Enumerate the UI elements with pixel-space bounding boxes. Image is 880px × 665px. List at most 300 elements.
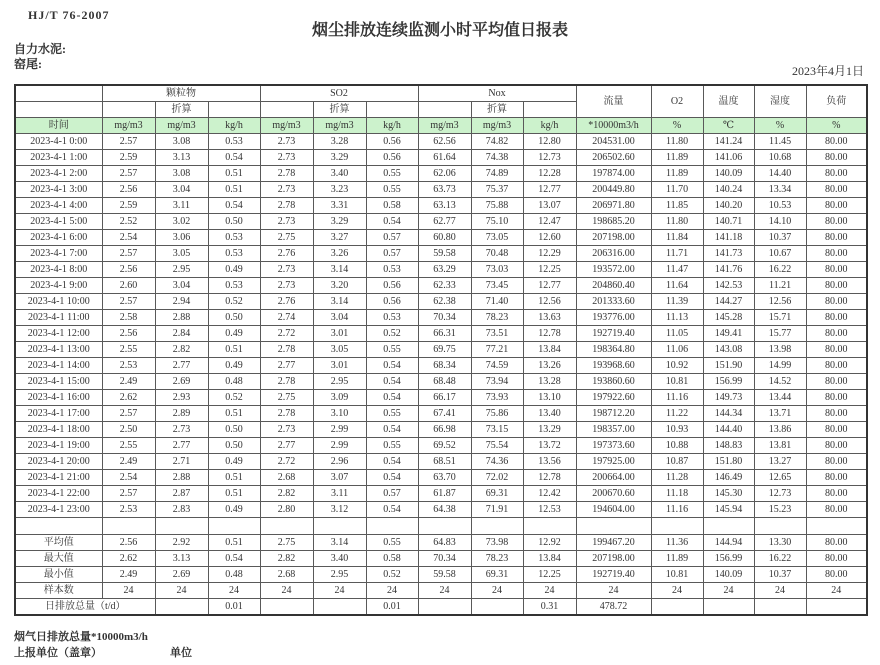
value-cell: 75.37 bbox=[471, 182, 523, 198]
value-cell: 66.31 bbox=[418, 326, 471, 342]
blank-cell bbox=[260, 102, 313, 118]
value-cell: 12.47 bbox=[523, 214, 576, 230]
time-cell: 2023-4-1 2:00 bbox=[15, 166, 102, 182]
value-cell: 80.00 bbox=[806, 182, 867, 198]
value-cell: 0.55 bbox=[366, 406, 418, 422]
value-cell: 69.31 bbox=[471, 567, 523, 583]
value-cell: 0.49 bbox=[208, 502, 260, 518]
empty-cell bbox=[471, 518, 523, 535]
value-cell: 2.72 bbox=[260, 326, 313, 342]
value-cell: 2.55 bbox=[102, 342, 155, 358]
value-cell: 2.95 bbox=[155, 262, 208, 278]
value-cell: 80.00 bbox=[806, 390, 867, 406]
value-cell: 60.80 bbox=[418, 230, 471, 246]
value-cell: 75.88 bbox=[471, 198, 523, 214]
value-cell: 10.93 bbox=[651, 422, 703, 438]
value-cell: 0.54 bbox=[366, 422, 418, 438]
time-cell: 2023-4-1 7:00 bbox=[15, 246, 102, 262]
report-date: 2023年4月1日 bbox=[791, 64, 864, 78]
value-cell: 2.73 bbox=[260, 214, 313, 230]
value-cell: 10.53 bbox=[754, 198, 806, 214]
value-cell: 143.08 bbox=[703, 342, 754, 358]
time-cell: 2023-4-1 16:00 bbox=[15, 390, 102, 406]
value-cell: 0.49 bbox=[208, 326, 260, 342]
value-cell: 0.52 bbox=[208, 294, 260, 310]
value-cell: 0.51 bbox=[208, 182, 260, 198]
value-cell: 24 bbox=[102, 583, 155, 599]
time-cell: 2023-4-1 10:00 bbox=[15, 294, 102, 310]
value-cell: 14.99 bbox=[754, 358, 806, 374]
blank-cell bbox=[418, 102, 471, 118]
value-cell: 80.00 bbox=[806, 567, 867, 583]
value-cell: 2.94 bbox=[155, 294, 208, 310]
o2-header: O2 bbox=[651, 85, 703, 118]
value-cell: 194604.00 bbox=[576, 502, 651, 518]
hour-row bbox=[15, 214, 867, 230]
value-cell: 12.78 bbox=[523, 470, 576, 486]
value-cell: 197925.00 bbox=[576, 454, 651, 470]
hour-row bbox=[15, 230, 867, 246]
value-cell: 200449.80 bbox=[576, 182, 651, 198]
value-cell: 2.96 bbox=[313, 454, 366, 470]
unit-header-cell: mg/m3 bbox=[155, 118, 208, 134]
value-cell: 11.80 bbox=[651, 134, 703, 150]
value-cell: 197373.60 bbox=[576, 438, 651, 454]
value-cell: 2.54 bbox=[102, 470, 155, 486]
load-header: 负荷 bbox=[806, 85, 867, 118]
value-cell: 10.68 bbox=[754, 150, 806, 166]
hour-row bbox=[15, 422, 867, 438]
value-cell: 2.58 bbox=[102, 310, 155, 326]
value-cell: 78.23 bbox=[471, 551, 523, 567]
value-cell: 24 bbox=[313, 583, 366, 599]
value-cell: 13.29 bbox=[523, 422, 576, 438]
value-cell bbox=[703, 599, 754, 616]
hour-row bbox=[15, 134, 867, 150]
value-cell: 144.40 bbox=[703, 422, 754, 438]
value-cell: 2.59 bbox=[102, 198, 155, 214]
value-cell: 2.73 bbox=[260, 278, 313, 294]
value-cell: 140.20 bbox=[703, 198, 754, 214]
value-cell: 145.94 bbox=[703, 502, 754, 518]
value-cell: 12.25 bbox=[523, 262, 576, 278]
value-cell: 67.41 bbox=[418, 406, 471, 422]
value-cell: 80.00 bbox=[806, 502, 867, 518]
value-cell: 2.56 bbox=[102, 182, 155, 198]
blank-cell bbox=[15, 85, 102, 102]
value-cell: 11.21 bbox=[754, 278, 806, 294]
value-cell: 11.89 bbox=[651, 551, 703, 567]
value-cell: 13.84 bbox=[523, 551, 576, 567]
hour-row bbox=[15, 374, 867, 390]
summary-row bbox=[15, 551, 867, 567]
hour-row bbox=[15, 246, 867, 262]
unit-header-cell: kg/h bbox=[523, 118, 576, 134]
value-cell: 201333.60 bbox=[576, 294, 651, 310]
value-cell: 80.00 bbox=[806, 406, 867, 422]
value-cell: 11.16 bbox=[651, 502, 703, 518]
value-cell: 11.05 bbox=[651, 326, 703, 342]
value-cell: 80.00 bbox=[806, 134, 867, 150]
value-cell: 12.25 bbox=[523, 567, 576, 583]
value-cell: 64.38 bbox=[418, 502, 471, 518]
value-cell: 2.68 bbox=[260, 470, 313, 486]
value-cell: 73.94 bbox=[471, 374, 523, 390]
blank-cell bbox=[366, 102, 418, 118]
value-cell: 2.57 bbox=[102, 134, 155, 150]
value-cell: 16.22 bbox=[754, 262, 806, 278]
value-cell: 2.69 bbox=[155, 374, 208, 390]
time-cell: 2023-4-1 22:00 bbox=[15, 486, 102, 502]
value-cell: 148.83 bbox=[703, 438, 754, 454]
value-cell: 13.84 bbox=[523, 342, 576, 358]
value-cell: 62.06 bbox=[418, 166, 471, 182]
value-cell: 63.73 bbox=[418, 182, 471, 198]
value-cell: 3.14 bbox=[313, 535, 366, 551]
value-cell: 0.55 bbox=[366, 182, 418, 198]
unit-header-cell: % bbox=[806, 118, 867, 134]
value-cell: 3.29 bbox=[313, 214, 366, 230]
value-cell: 140.09 bbox=[703, 567, 754, 583]
value-cell: 11.84 bbox=[651, 230, 703, 246]
value-cell: 0.54 bbox=[366, 454, 418, 470]
value-cell: 11.36 bbox=[651, 535, 703, 551]
empty-cell bbox=[523, 518, 576, 535]
value-cell: 68.48 bbox=[418, 374, 471, 390]
time-cell: 2023-4-1 5:00 bbox=[15, 214, 102, 230]
time-cell: 2023-4-1 1:00 bbox=[15, 150, 102, 166]
value-cell: 2.73 bbox=[260, 422, 313, 438]
unit-row bbox=[15, 118, 867, 134]
value-cell: 13.10 bbox=[523, 390, 576, 406]
pm-converted-header: 折算 bbox=[155, 102, 208, 118]
value-cell: 2.83 bbox=[155, 502, 208, 518]
summary-row bbox=[15, 567, 867, 583]
value-cell: 3.29 bbox=[313, 150, 366, 166]
value-cell bbox=[155, 599, 208, 616]
value-cell: 3.06 bbox=[155, 230, 208, 246]
value-cell: 16.22 bbox=[754, 551, 806, 567]
summary-section bbox=[15, 518, 867, 599]
summary-label: 最小值 bbox=[15, 567, 102, 583]
hour-row bbox=[15, 486, 867, 502]
value-cell: 11.13 bbox=[651, 310, 703, 326]
value-cell: 0.55 bbox=[366, 438, 418, 454]
value-cell: 0.51 bbox=[208, 486, 260, 502]
value-cell: 0.50 bbox=[208, 310, 260, 326]
value-cell: 2.92 bbox=[155, 535, 208, 551]
value-cell: 0.50 bbox=[208, 214, 260, 230]
value-cell: 71.91 bbox=[471, 502, 523, 518]
value-cell: 10.81 bbox=[651, 567, 703, 583]
value-cell: 59.58 bbox=[418, 246, 471, 262]
value-cell: 140.09 bbox=[703, 166, 754, 182]
empty-cell bbox=[155, 518, 208, 535]
value-cell: 24 bbox=[208, 583, 260, 599]
value-cell: 62.38 bbox=[418, 294, 471, 310]
value-cell: 15.77 bbox=[754, 326, 806, 342]
value-cell: 2.73 bbox=[260, 150, 313, 166]
time-cell: 2023-4-1 15:00 bbox=[15, 374, 102, 390]
value-cell: 3.05 bbox=[155, 246, 208, 262]
nox-group-header: Nox bbox=[418, 85, 576, 102]
value-cell: 207198.00 bbox=[576, 230, 651, 246]
value-cell: 2.56 bbox=[102, 535, 155, 551]
value-cell: 13.30 bbox=[754, 535, 806, 551]
value-cell: 80.00 bbox=[806, 535, 867, 551]
hour-row bbox=[15, 470, 867, 486]
standard-number: HJ/T 76-2007 bbox=[28, 8, 110, 22]
value-cell: 80.00 bbox=[806, 454, 867, 470]
value-cell: 2.59 bbox=[102, 150, 155, 166]
value-cell: 2.82 bbox=[260, 551, 313, 567]
value-cell: 141.06 bbox=[703, 150, 754, 166]
value-cell: 80.00 bbox=[806, 551, 867, 567]
unit-header-cell: kg/h bbox=[208, 118, 260, 134]
value-cell: 0.51 bbox=[208, 166, 260, 182]
pm-group-header: 颗粒物 bbox=[102, 85, 260, 102]
hour-row bbox=[15, 182, 867, 198]
value-cell: 13.81 bbox=[754, 438, 806, 454]
value-cell: 3.04 bbox=[155, 278, 208, 294]
value-cell: 24 bbox=[418, 583, 471, 599]
value-cell: 0.01 bbox=[366, 599, 418, 616]
data-rows bbox=[15, 134, 867, 518]
value-cell: 73.05 bbox=[471, 230, 523, 246]
value-cell: 71.40 bbox=[471, 294, 523, 310]
value-cell: 63.13 bbox=[418, 198, 471, 214]
value-cell bbox=[418, 599, 471, 616]
value-cell: 13.56 bbox=[523, 454, 576, 470]
unit-header-cell: mg/m3 bbox=[471, 118, 523, 134]
value-cell: 70.48 bbox=[471, 246, 523, 262]
value-cell: 2.49 bbox=[102, 454, 155, 470]
value-cell: 2.55 bbox=[102, 438, 155, 454]
empty-cell bbox=[703, 518, 754, 535]
value-cell: 2.82 bbox=[260, 486, 313, 502]
value-cell: 141.76 bbox=[703, 262, 754, 278]
unit-label: 单位 bbox=[170, 647, 192, 659]
value-cell: 197874.00 bbox=[576, 166, 651, 182]
value-cell: 2.72 bbox=[260, 454, 313, 470]
value-cell: 80.00 bbox=[806, 422, 867, 438]
value-cell: 80.00 bbox=[806, 246, 867, 262]
value-cell: 140.71 bbox=[703, 214, 754, 230]
hour-row bbox=[15, 502, 867, 518]
value-cell: 144.27 bbox=[703, 294, 754, 310]
value-cell: 2.73 bbox=[260, 134, 313, 150]
hour-row bbox=[15, 342, 867, 358]
value-cell: 73.93 bbox=[471, 390, 523, 406]
value-cell: 3.12 bbox=[313, 502, 366, 518]
value-cell: 2.74 bbox=[260, 310, 313, 326]
hour-row bbox=[15, 326, 867, 342]
value-cell bbox=[754, 599, 806, 616]
value-cell: 24 bbox=[703, 583, 754, 599]
empty-cell bbox=[806, 518, 867, 535]
value-cell: 2.75 bbox=[260, 390, 313, 406]
value-cell: 3.04 bbox=[313, 310, 366, 326]
value-cell: 0.57 bbox=[366, 246, 418, 262]
value-cell: 0.54 bbox=[366, 214, 418, 230]
value-cell: 61.64 bbox=[418, 150, 471, 166]
value-cell: 2.93 bbox=[155, 390, 208, 406]
value-cell: 0.54 bbox=[208, 551, 260, 567]
value-cell: 141.18 bbox=[703, 230, 754, 246]
value-cell: 2.57 bbox=[102, 294, 155, 310]
table-header bbox=[15, 85, 867, 134]
value-cell: 73.03 bbox=[471, 262, 523, 278]
hour-row bbox=[15, 406, 867, 422]
unit-header-cell: *10000m3/h bbox=[576, 118, 651, 134]
unit-header-cell: mg/m3 bbox=[102, 118, 155, 134]
value-cell: 0.51 bbox=[208, 342, 260, 358]
value-cell bbox=[651, 599, 703, 616]
value-cell: 2.77 bbox=[155, 358, 208, 374]
value-cell: 0.50 bbox=[208, 422, 260, 438]
value-cell: 13.26 bbox=[523, 358, 576, 374]
hour-row bbox=[15, 166, 867, 182]
hour-row bbox=[15, 310, 867, 326]
value-cell: 80.00 bbox=[806, 214, 867, 230]
unit-header-cell: % bbox=[754, 118, 806, 134]
value-cell: 14.10 bbox=[754, 214, 806, 230]
value-cell: 24 bbox=[155, 583, 208, 599]
value-cell: 3.28 bbox=[313, 134, 366, 150]
value-cell: 24 bbox=[651, 583, 703, 599]
value-cell: 75.10 bbox=[471, 214, 523, 230]
value-cell: 206971.80 bbox=[576, 198, 651, 214]
value-cell: 3.11 bbox=[313, 486, 366, 502]
value-cell: 10.81 bbox=[651, 374, 703, 390]
value-cell: 80.00 bbox=[806, 294, 867, 310]
value-cell: 0.55 bbox=[366, 166, 418, 182]
value-cell: 66.17 bbox=[418, 390, 471, 406]
hour-row bbox=[15, 150, 867, 166]
value-cell: 24 bbox=[576, 583, 651, 599]
value-cell: 11.85 bbox=[651, 198, 703, 214]
value-cell: 198685.20 bbox=[576, 214, 651, 230]
value-cell: 2.57 bbox=[102, 486, 155, 502]
value-cell: 10.88 bbox=[651, 438, 703, 454]
value-cell: 0.56 bbox=[366, 278, 418, 294]
value-cell: 24 bbox=[260, 583, 313, 599]
value-cell: 2.78 bbox=[260, 166, 313, 182]
value-cell: 2.95 bbox=[313, 374, 366, 390]
time-cell: 2023-4-1 13:00 bbox=[15, 342, 102, 358]
value-cell: 2.57 bbox=[102, 246, 155, 262]
value-cell: 80.00 bbox=[806, 278, 867, 294]
blank-cell bbox=[15, 102, 102, 118]
value-cell: 12.28 bbox=[523, 166, 576, 182]
time-cell: 2023-4-1 14:00 bbox=[15, 358, 102, 374]
value-cell: 0.54 bbox=[366, 390, 418, 406]
value-cell: 0.51 bbox=[208, 406, 260, 422]
value-cell: 0.56 bbox=[366, 150, 418, 166]
hour-row bbox=[15, 390, 867, 406]
value-cell: 0.54 bbox=[366, 470, 418, 486]
value-cell: 3.23 bbox=[313, 182, 366, 198]
value-cell: 11.06 bbox=[651, 342, 703, 358]
value-cell: 2.57 bbox=[102, 166, 155, 182]
value-cell: 24 bbox=[471, 583, 523, 599]
value-cell: 10.87 bbox=[651, 454, 703, 470]
summary-row bbox=[15, 535, 867, 551]
value-cell: 198364.80 bbox=[576, 342, 651, 358]
so2-converted-header: 折算 bbox=[313, 102, 366, 118]
value-cell: 149.41 bbox=[703, 326, 754, 342]
value-cell: 2.77 bbox=[260, 438, 313, 454]
summary-label: 最大值 bbox=[15, 551, 102, 567]
value-cell: 63.29 bbox=[418, 262, 471, 278]
value-cell: 73.15 bbox=[471, 422, 523, 438]
empty-cell bbox=[418, 518, 471, 535]
value-cell: 200670.60 bbox=[576, 486, 651, 502]
value-cell: 13.44 bbox=[754, 390, 806, 406]
value-cell: 11.16 bbox=[651, 390, 703, 406]
value-cell: 62.77 bbox=[418, 214, 471, 230]
value-cell: 80.00 bbox=[806, 230, 867, 246]
value-cell: 2.77 bbox=[155, 438, 208, 454]
value-cell: 75.54 bbox=[471, 438, 523, 454]
value-cell: 2.71 bbox=[155, 454, 208, 470]
value-cell: 2.99 bbox=[313, 422, 366, 438]
value-cell: 0.54 bbox=[366, 358, 418, 374]
so2-group-header: SO2 bbox=[260, 85, 418, 102]
unit-header-cell: mg/m3 bbox=[260, 118, 313, 134]
value-cell: 11.89 bbox=[651, 166, 703, 182]
time-cell: 2023-4-1 21:00 bbox=[15, 470, 102, 486]
value-cell: 2.82 bbox=[155, 342, 208, 358]
value-cell: 0.52 bbox=[366, 326, 418, 342]
daily-total-row bbox=[15, 599, 867, 616]
value-cell: 24 bbox=[523, 583, 576, 599]
value-cell: 193968.60 bbox=[576, 358, 651, 374]
value-cell: 3.26 bbox=[313, 246, 366, 262]
hour-row bbox=[15, 294, 867, 310]
value-cell: 73.98 bbox=[471, 535, 523, 551]
value-cell: 197922.60 bbox=[576, 390, 651, 406]
flue-gas-total-note: 烟气日排放总量*10000m3/h bbox=[14, 631, 148, 643]
value-cell: 74.82 bbox=[471, 134, 523, 150]
value-cell: 63.70 bbox=[418, 470, 471, 486]
value-cell: 204531.00 bbox=[576, 134, 651, 150]
value-cell: 199467.20 bbox=[576, 535, 651, 551]
value-cell: 2.88 bbox=[155, 310, 208, 326]
value-cell: 12.65 bbox=[754, 470, 806, 486]
value-cell: 13.71 bbox=[754, 406, 806, 422]
time-cell: 2023-4-1 8:00 bbox=[15, 262, 102, 278]
value-cell: 0.53 bbox=[208, 246, 260, 262]
value-cell: 141.73 bbox=[703, 246, 754, 262]
value-cell: 151.90 bbox=[703, 358, 754, 374]
value-cell: 77.21 bbox=[471, 342, 523, 358]
value-cell: 0.57 bbox=[366, 486, 418, 502]
time-cell: 2023-4-1 11:00 bbox=[15, 310, 102, 326]
value-cell: 151.80 bbox=[703, 454, 754, 470]
value-cell: 149.73 bbox=[703, 390, 754, 406]
value-cell: 12.53 bbox=[523, 502, 576, 518]
value-cell: 11.47 bbox=[651, 262, 703, 278]
time-cell: 2023-4-1 0:00 bbox=[15, 134, 102, 150]
value-cell: 0.54 bbox=[366, 502, 418, 518]
value-cell: 74.36 bbox=[471, 454, 523, 470]
value-cell: 11.89 bbox=[651, 150, 703, 166]
temp-header: 温度 bbox=[703, 85, 754, 118]
value-cell: 80.00 bbox=[806, 198, 867, 214]
value-cell: 0.01 bbox=[208, 599, 260, 616]
value-cell: 80.00 bbox=[806, 326, 867, 342]
